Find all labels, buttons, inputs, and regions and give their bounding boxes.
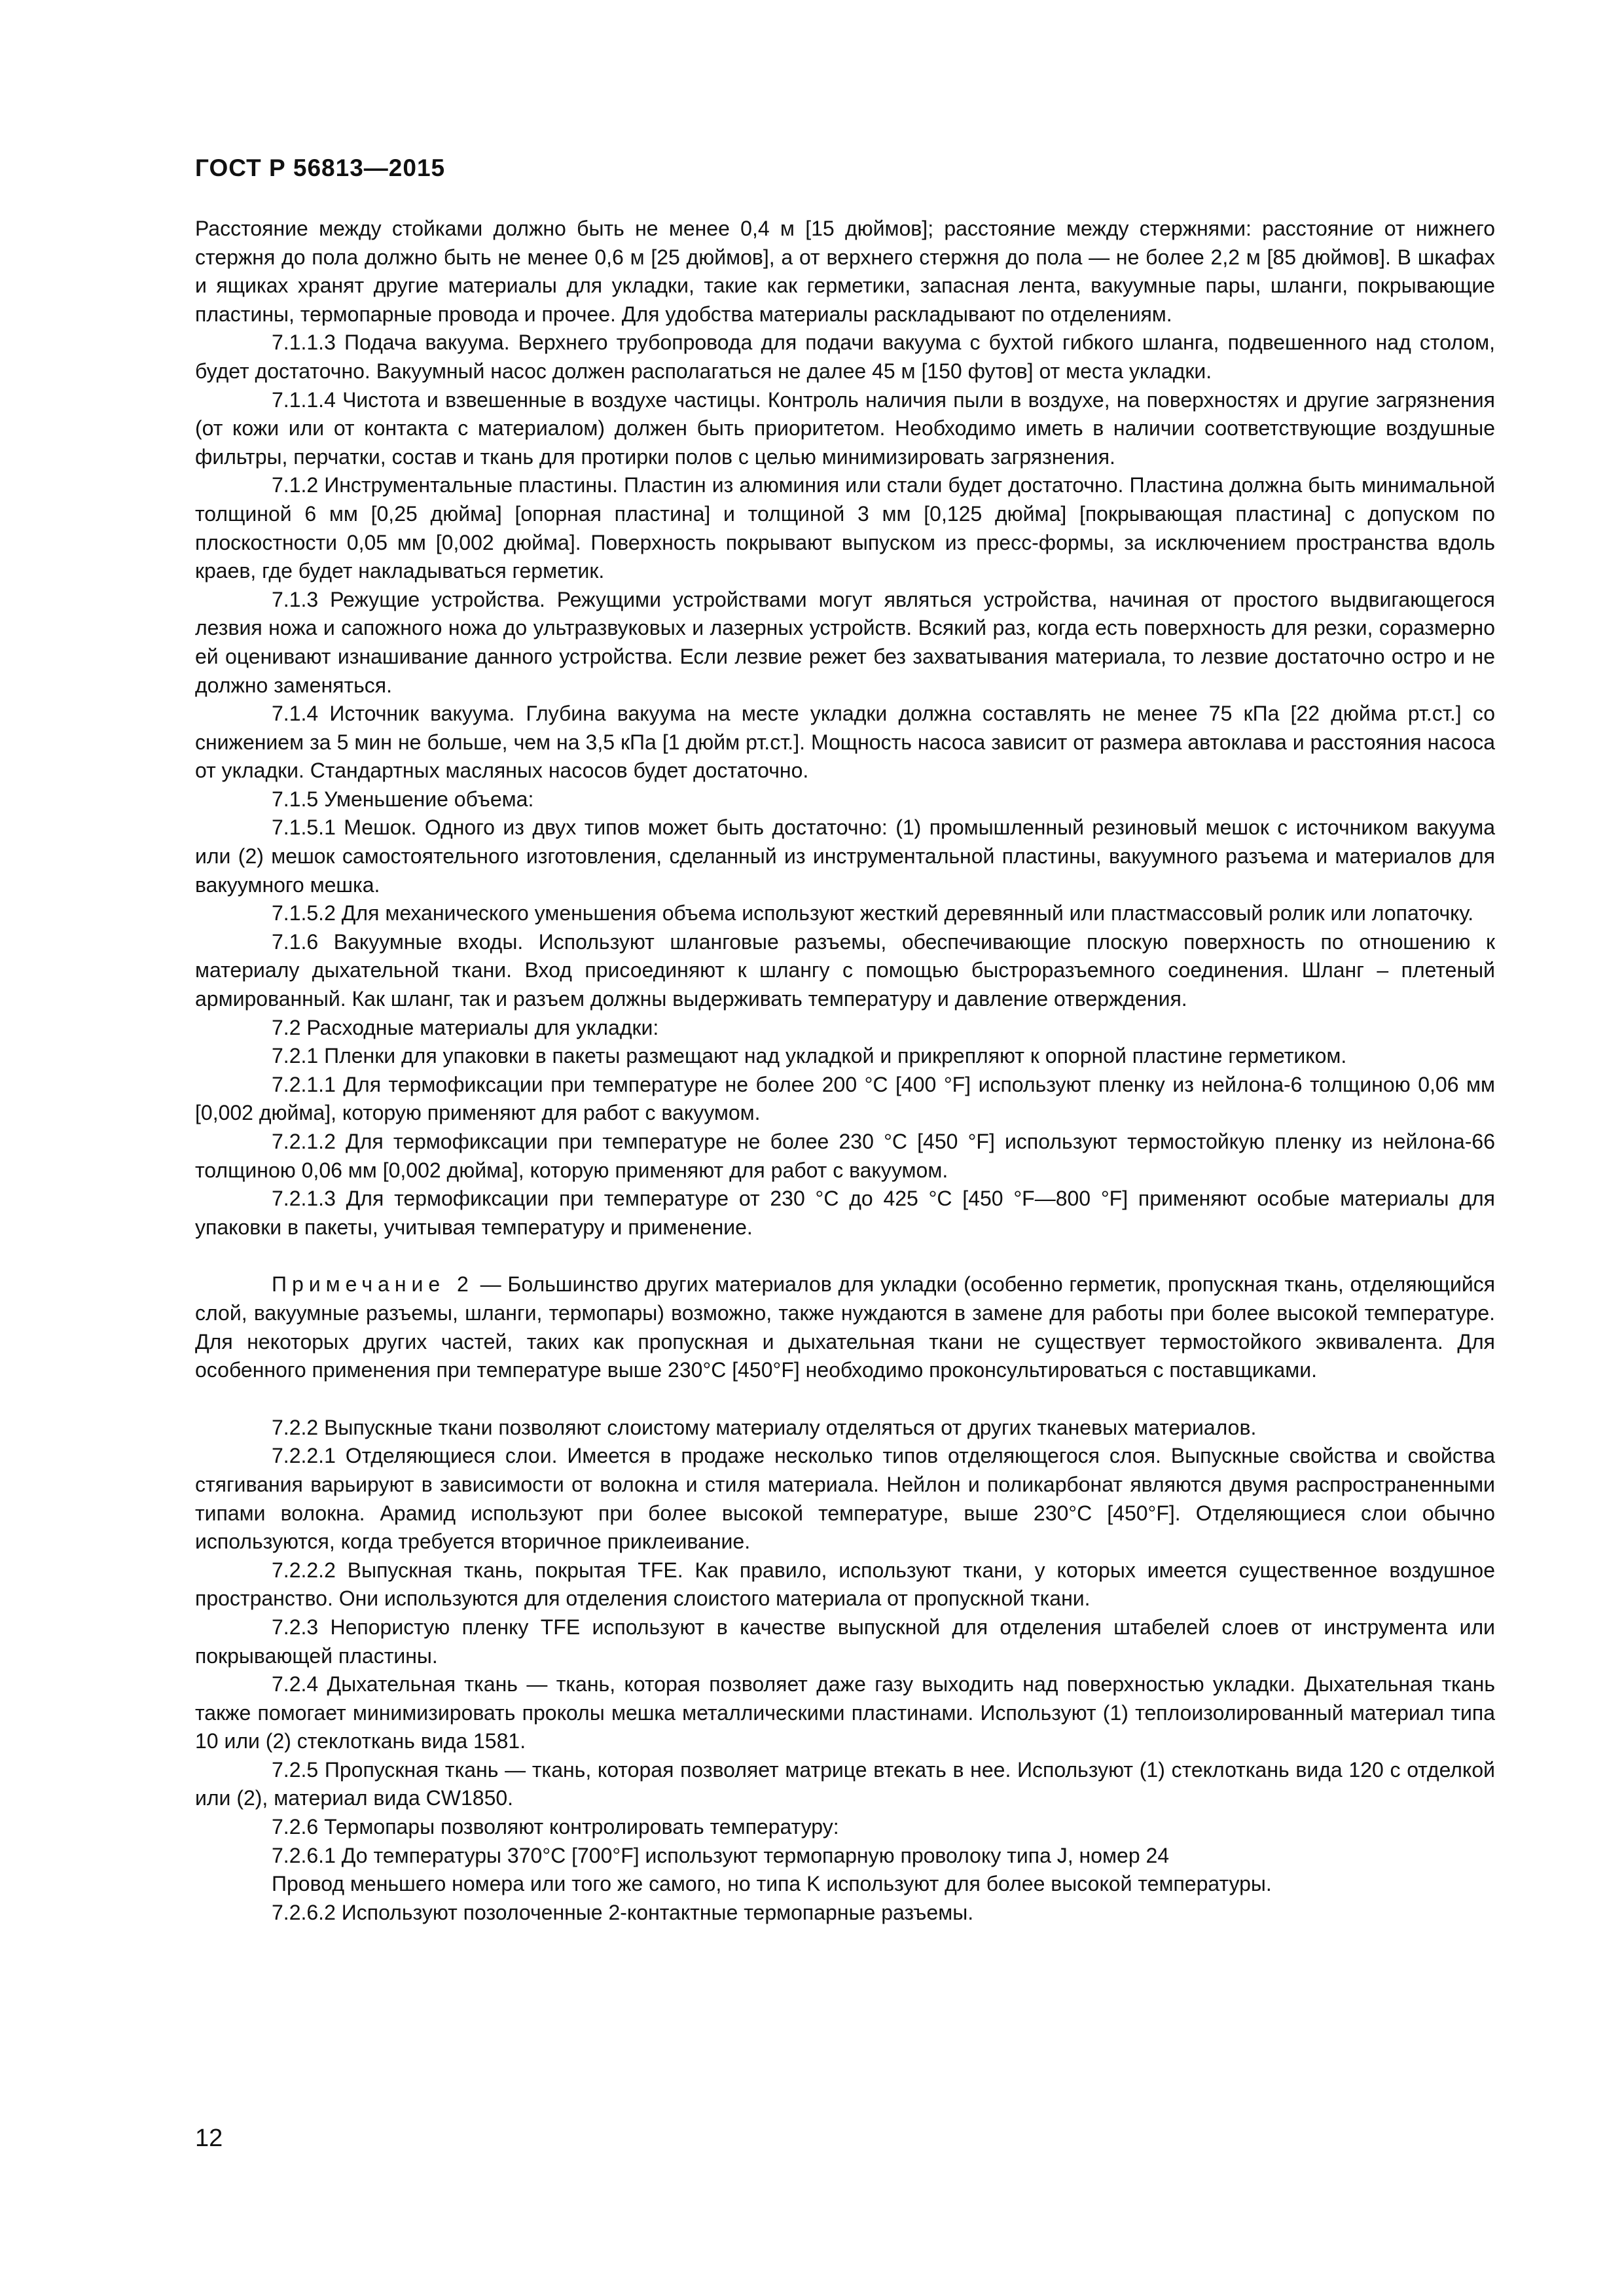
note-label: Примечание 2 xyxy=(272,1272,474,1297)
document-header: ГОСТ Р 56813—2015 xyxy=(195,154,446,181)
paragraph: 7.2.1.3 Для термофиксации при температуре от 230 °C до 425 °C [450 °F—800 °F] применяют особые материалы для упаковки в пакеты, учитывая температуру и применение. xyxy=(195,1187,1495,1239)
paragraph: 7.2 Расходные материалы для укладки: xyxy=(272,1015,659,1039)
paragraph: Расстояние между стойками должно быть не менее 0,4 м [15 дюймов]; расстояние между стержнями: расстояние от нижнего стержня до пола должно быть не менее 0,6 м [25 дюймов], а от верхнего стержня до пола — не более 2,2 м [85 дюймов]. В шкафах и ящиках хранят другие материалы для укладки, такие как герметики, запасная лента, вакуумные пары, шланги, покрывающие пластины, термопарные провода и прочее. Для удобства материалы раскладывают по отделениям. xyxy=(195,217,1495,326)
paragraph: 7.1.1.3 Подача вакуума. Верхнего трубопровода для подачи вакуума с бухтой гибкого шланга, подвешенного над столом, будет достаточно. Вакуумный насос должен располагаться не далее 45 м [150 футов] от места укладки. xyxy=(195,331,1495,383)
spacer xyxy=(195,1242,1495,1270)
paragraph: 7.1.4 Источник вакуума. Глубина вакуума на месте укладки должна составлять не менее 75 кПа [22 дюйма рт.ст.] со снижением за 5 мин не больше, чем на 3,5 кПа [1 дюйм рт.ст.]. Мощность насоса зависит от размера автоклава и расстояния насоса от укладки. Стандартных масляных насосов будет достаточно. xyxy=(195,702,1495,783)
paragraph: 7.2.2.1 Отделяющиеся слои. Имеется в продаже несколько типов отделяющегося слоя. Выпускные свойства и свойства стягивания варьируют в зависимости от волокна и стиля материала. Нейлон и поликарбонат являются двумя распространенными типами волокна. Арамид используют при более высокой температуре, выше 230°С [450°F]. Отделяющиеся слои обычно используются, когда требуется вторичное приклеивание. xyxy=(195,1444,1495,1554)
paragraph: 7.2.1 Пленки для упаковки в пакеты размещают над укладкой и прикрепляют к опорной пластине герметиком. xyxy=(272,1044,1347,1068)
paragraph: 7.2.4 Дыхательная ткань — ткань, которая позволяет даже газу выходить над поверхностью укладки. Дыхательная ткань также помогает минимизировать проколы мешка металлическими пластинами. Используют (1) теплоизолированный материал типа 10 или (2) стеклоткань вида 1581. xyxy=(195,1672,1495,1753)
paragraph: 7.2.2 Выпускные ткани позволяют слоистому материалу отделяться от других тканевых материалов. xyxy=(272,1415,1257,1439)
note-text: — Большинство других материалов для укладки (особенно герметик, пропускная ткань, отделяющийся слой, вакуумные разъемы, шланги, термопары) возможно, также нуждаются в замене для работы при более высокой температуре. Для некоторых других частей, таких как пропускная и дыхательная ткани не существует термостойкого эквивалента. Для особенного применения при температуре выше 230°С [450°F] необходимо проконсультироваться с поставщиками. xyxy=(195,1272,1496,1382)
paragraph: 7.1.3 Режущие устройства. Режущими устройствами могут являться устройства, начиная от простого выдвигающегося лезвия ножа и сапожного ножа до ультразвуковых и лазерных устройств. Всякий раз, когда есть поверхность для резки, соразмерно ей оценивают изнашивание данного устройства. Если лезвие режет без захватывания материала, то лезвие достаточно остро и не должно заменяться. xyxy=(195,587,1495,697)
paragraph: 7.1.5.2 Для механического уменьшения объема используют жесткий деревянный или пластмассовый ролик или лопаточку. xyxy=(272,901,1474,925)
page-number: 12 xyxy=(195,2125,223,2152)
paragraph: 7.2.1.2 Для термофиксации при температуре не более 230 °C [450 °F] используют термостойкую пленку из нейлона-66 толщиною 0,06 мм [0,002 дюйма], которую применяют для работ с вакуумом. xyxy=(195,1130,1495,1182)
paragraph: 7.2.6.1 До температуры 370°С [700°F] используют термопарную проволоку типа J, номер 24 xyxy=(272,1843,1170,1867)
paragraph: 7.2.6 Термопары позволяют контролировать температуру: xyxy=(272,1815,839,1839)
paragraph: 7.1.5.1 Мешок. Одного из двух типов может быть достаточно: (1) промышленный резиновый мешок с источником вакуума или (2) мешок самостоятельного изготовления, сделанный из инструментальной пластины, вакуумного разъема и материалов для вакуумного мешка. xyxy=(195,816,1495,897)
spacer xyxy=(195,1385,1495,1414)
paragraph: 7.1.2 Инструментальные пластины. Пластин из алюминия или стали будет достаточно. Пластина должна быть минимальной толщиной 6 мм [0,25 дюйма] [опорная пластина] и толщиной 3 мм [0,125 дюйма] [покрывающая пластина] с допуском по плоскостности 0,05 мм [0,002 дюйма]. Поверхность покрывают выпуском из пресс-формы, за исключением пространства вдоль краев, где будет накладываться герметик. xyxy=(195,473,1495,583)
paragraph: 7.2.6.2 Используют позолоченные 2-контактные термопарные разъемы. xyxy=(272,1900,974,1924)
paragraph: 7.1.1.4 Чистота и взвешенные в воздухе частицы. Контроль наличия пыли в воздухе, на поверхностях и другие загрязнения (от кожи или от контакта с материалом) должен быть приоритетом. Необходимо иметь в наличии соответствующие воздушные фильтры, перчатки, состав и ткань для протирки полов с целью минимизировать загрязнения. xyxy=(195,387,1495,469)
paragraph: 7.1.6 Вакуумные входы. Используют шланговые разъемы, обеспечивающие плоскую поверхность по отношению к материалу дыхательной ткани. Вход присоединяют к шлангу с помощью быстроразъемного соединения. Шланг – плетеный армированный. Как шланг, так и разъем должны выдерживать температуру и давление отверждения. xyxy=(195,929,1495,1011)
paragraph: 7.2.5 Пропускная ткань — ткань, которая позволяет матрице втекать в нее. Используют (1) стеклоткань вида 120 с отделкой или (2), материал вида CW1850. xyxy=(195,1757,1495,1810)
paragraph: 7.2.3 Непористую пленку TFE используют в качестве выпускной для отделения штабелей слоев от инструмента или покрывающей пластины. xyxy=(195,1615,1495,1668)
paragraph: 7.2.1.1 Для термофиксации при температуре не более 200 °C [400 °F] используют пленку из нейлона-6 толщиною 0,06 мм [0,002 дюйма], которую применяют для работ с вакуумом. xyxy=(195,1072,1495,1125)
note-paragraph xyxy=(195,1270,1495,1384)
paragraph: Провод меньшего номера или того же самого, но типа K используют для более высокой температуры. xyxy=(272,1872,1272,1896)
paragraph: 7.2.2.2 Выпускная ткань, покрытая TFE. Как правило, используют ткани, у которых имеется существенное воздушное пространство. Они используются для отделения слоистого материала от пропускной ткани. xyxy=(195,1558,1495,1611)
paragraph: 7.1.5 Уменьшение объема: xyxy=(272,787,534,811)
document-body xyxy=(195,215,1495,1927)
